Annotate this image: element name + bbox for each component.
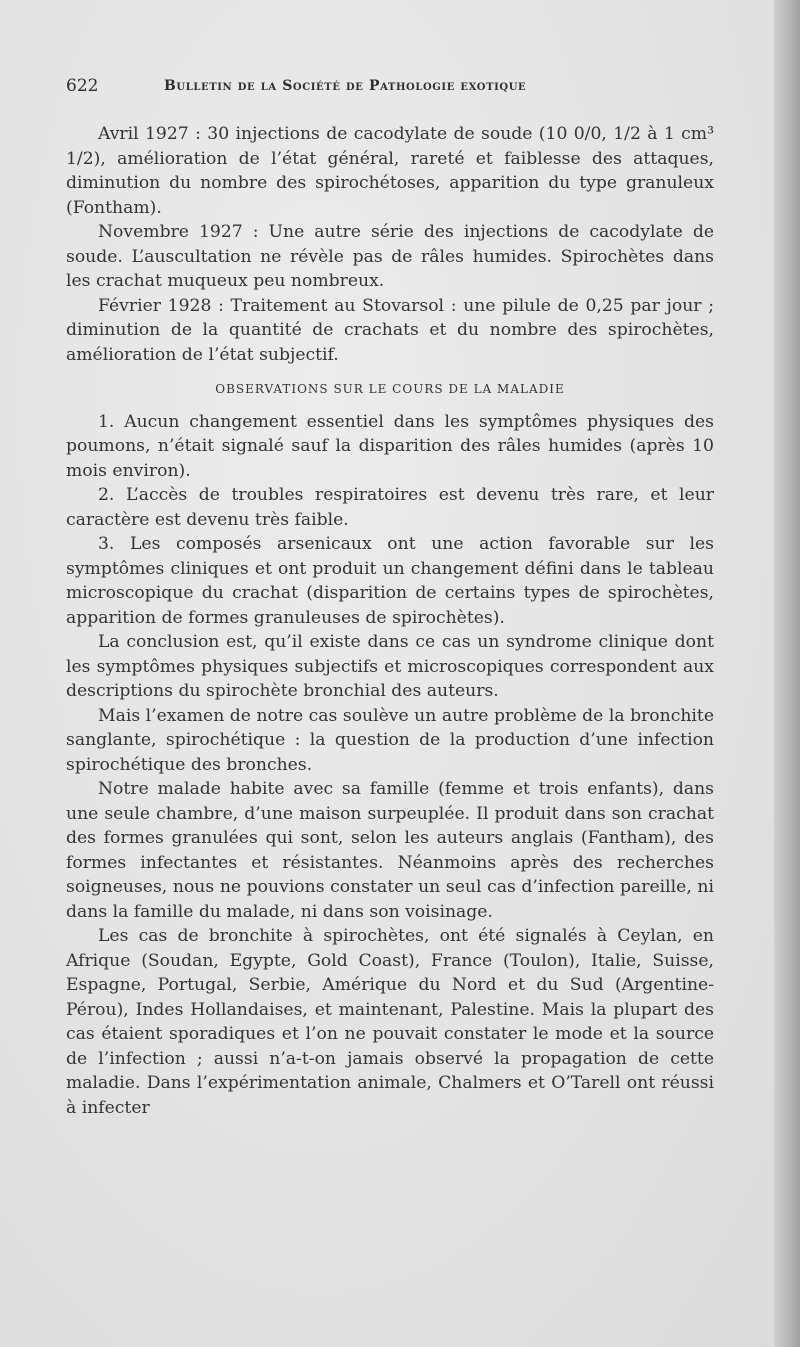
paragraph-fevrier-1928: Février 1928 : Traitement au Stovarsol : une pilule de 0,25 par jour ; diminution de la quantité de crachats et du nombre des spirochètes, amélioration de l’état subjectif. bbox=[66, 295, 714, 365]
observation-1: 1. Aucun changement essentiel dans les symptômes physiques des poumons, n’était signalé sauf la disparition des râles humides (après 10 mois environ). bbox=[66, 411, 714, 481]
page-number: 622 bbox=[66, 76, 99, 96]
section-heading: OBSERVATIONS SUR LE COURS DE LA MALADIE bbox=[215, 382, 565, 396]
paragraph-avril-1927: Avril 1927 : 30 injections de cacodylate de soude (10 0/0, 1/2 à 1 cm³ 1/2), amélioration de l’état général, rareté et faiblesse des attaques, diminution du nombre des spirochétoses, apparition du type granuleux (Fontham). bbox=[66, 124, 714, 218]
paragraph-cas-bronchite: Les cas de bronchite à spirochètes, ont été signalés à Ceylan, en Afrique (Soudan, Egypte, Gold Coast), France (Toulon), Italie, Suisse, Espagne, Portugal, Serbie, Amérique du Nord et du Sud (Argentine-Pérou), Indes Hollandaises, et maintenant, Palestine. Mais la plupart des cas étaient sporadiques et l’on ne pouvait constater le mode et la source de l’infection ; aussi n’a-t-on jamais observé la propagation de cette maladie. Dans l’expérimentation animale, Chalmers et O’Tarell ont réussi à infecter bbox=[66, 926, 714, 1118]
page-header bbox=[66, 76, 666, 106]
body-text bbox=[66, 122, 714, 1120]
paragraph-novembre-1927: Novembre 1927 : Une autre série des injections de cacodylate de soude. L’auscultation ne révèle pas de râles humides. Spirochètes dans les crachat muqueux peu nombreux. bbox=[66, 222, 714, 291]
observation-2: 2. L’accès de troubles respiratoires est devenu très rare, et leur caractère est devenu très faible. bbox=[66, 485, 714, 530]
paragraph-conclusion: La conclusion est, qu’il existe dans ce cas un syndrome clinique dont les symptômes physiques subjectifs et microscopiques correspondent aux descriptions du spirochète bronchial des auteurs. bbox=[66, 632, 714, 701]
page-right-edge-shadow bbox=[774, 0, 800, 1347]
paragraph-famille: Notre malade habite avec sa famille (femme et trois enfants), dans une seule chambre, d’une maison surpeuplée. Il produit dans son crachat des formes granulées qui sont, selon les auteurs anglais (Fantham), des formes infectantes et résistantes. Néanmoins après des recherches soigneuses, nous ne pouvions constater un seul cas d’infection pareille, ni dans la famille du malade, ni dans son voisinage. bbox=[66, 779, 714, 922]
running-head: Bulletin de la Société de Pathologie exotique bbox=[164, 78, 527, 94]
paragraph-probleme: Mais l’examen de notre cas soulève un autre problème de la bronchite sanglante, spirochétique : la question de la production d’une infection spirochétique des bronches. bbox=[66, 705, 714, 775]
observation-3: 3. Les composés arsenicaux ont une action favorable sur les symptômes cliniques et ont produit un changement défini dans le tableau microscopique du crachat (disparition de certains types de spirochètes, apparition de formes granuleuses de spirochètes). bbox=[66, 534, 714, 628]
